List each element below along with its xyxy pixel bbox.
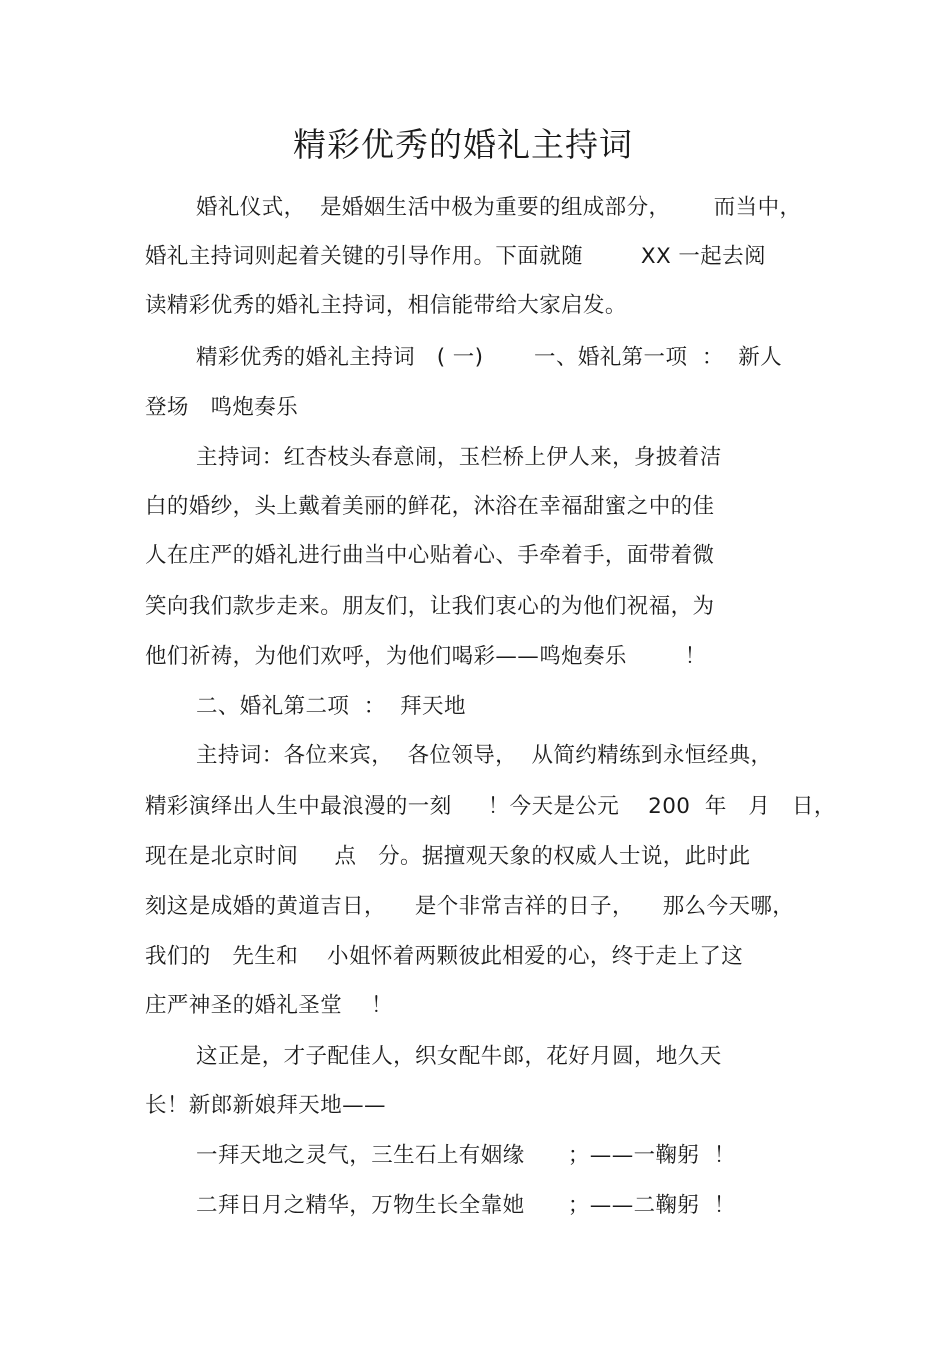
paragraph-line: 婚礼主持词则起着关键的引导作用。下面就随 XX 一起去阅 <box>145 244 766 269</box>
paragraph-line: 刻这是成婚的黄道吉日， 是个非常吉祥的日子， 那么今天哪， <box>145 894 795 919</box>
paragraph-line: 一拜天地之灵气，三生石上有姻缘 ；——一鞠躬 ！ <box>196 1143 736 1168</box>
paragraph-line: 精彩演绎出人生中最浪漫的一刻 ！今天是公元 200 年 月 日， <box>145 794 836 819</box>
paragraph-line: 白的婚纱，头上戴着美丽的鲜花，沐浴在幸福甜蜜之中的佳 <box>145 494 715 519</box>
paragraph-line: 这正是，才子配佳人，织女配牛郎，花好月圆，地久天 <box>196 1044 722 1069</box>
paragraph-line: 主持词：各位来宾， 各位领导， 从简约精练到永恒经典， <box>196 743 773 768</box>
paragraph-line: 登场 鸣炮奏乐 <box>145 395 299 420</box>
paragraph-line: 二、婚礼第二项 ： 拜天地 <box>196 694 466 719</box>
paragraph-line: 现在是北京时间 点 分。据擅观天象的权威人士说，此时此 <box>145 844 751 869</box>
paragraph-line: 婚礼仪式， 是婚姻生活中极为重要的组成部分， 而当中， <box>196 195 802 220</box>
paragraph-line: 他们祈祷，为他们欢呼，为他们喝彩——鸣炮奏乐 ！ <box>145 644 707 669</box>
paragraph-line: 我们的 先生和 小姐怀着两颗彼此相爱的心，终于走上了这 <box>145 944 744 969</box>
paragraph-line: 长！新郎新娘拜天地—— <box>145 1093 386 1118</box>
paragraph-line: 二拜日月之精华，万物生长全靠她 ；——二鞠躬 ！ <box>196 1193 736 1218</box>
paragraph-line: 精彩优秀的婚礼主持词 ( 一) 一、婚礼第一项 ： 新人 <box>196 345 782 370</box>
paragraph-line: 主持词：红杏枝头春意闹，玉栏桥上伊人来，身披着洁 <box>196 445 722 470</box>
paragraph-line: 笑向我们款步走来。朋友们，让我们衷心的为他们祝福，为 <box>145 594 715 619</box>
paragraph-line: 庄严神圣的婚礼圣堂 ！ <box>145 993 393 1018</box>
paragraph-line: 人在庄严的婚礼进行曲当中心贴着心、手牵着手，面带着微 <box>145 543 715 568</box>
document-title: 精彩优秀的婚礼主持词 <box>293 125 633 164</box>
paragraph-line: 读精彩优秀的婚礼主持词，相信能带给大家启发。 <box>145 293 627 318</box>
